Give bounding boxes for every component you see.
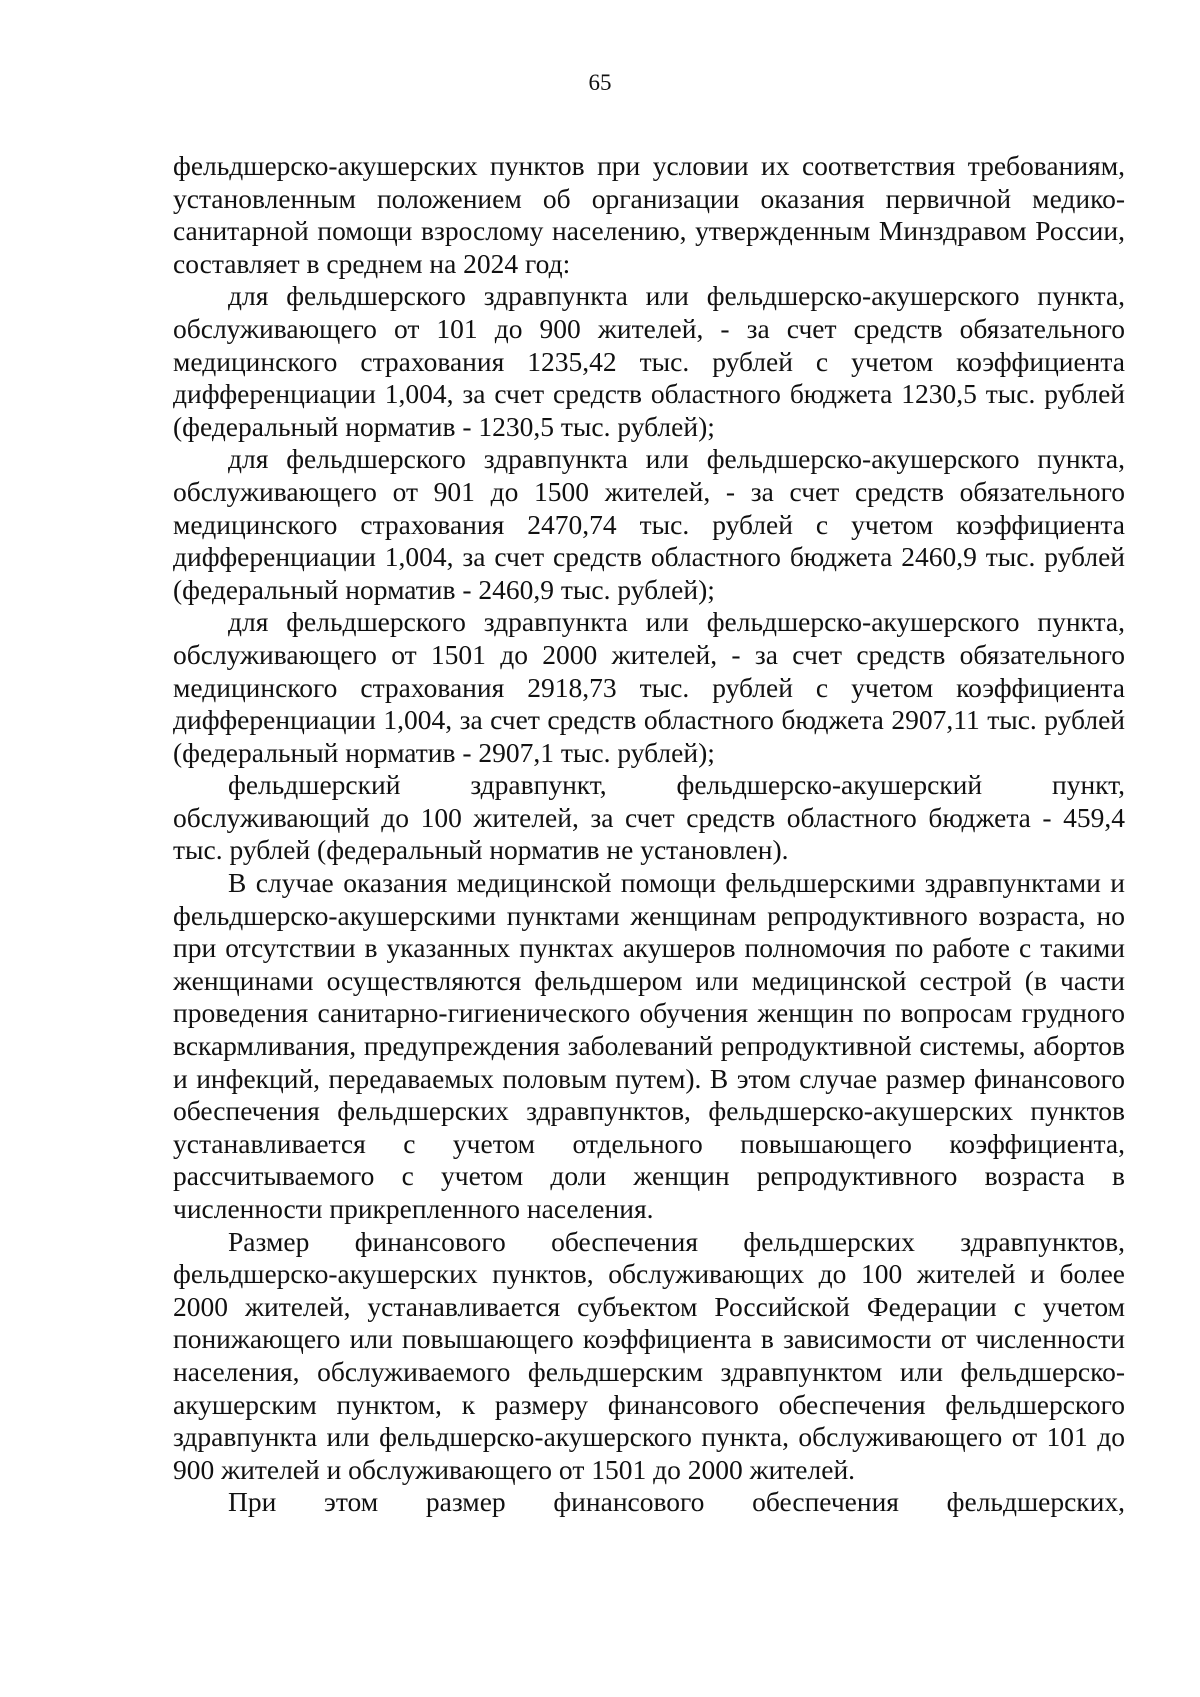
paragraph-continuation: фельдшерско-акушерских пунктов при условии их соответствия требованиям, установленным положением об организации оказания первичной медико-санитарной помощи взрослому населению, утвержденным Минздравом России, составляет в среднем на 2024 год: [173, 150, 1125, 279]
paragraph-fap-up-to-100: фельдшерский здравпункт, фельдшерско-акушерский пункт, обслуживающий до 100 жителей, за счет средств областного бюджета - 459,4 тыс. рублей (федеральный норматив не установлен). [173, 769, 1125, 866]
document-body [173, 150, 1125, 1519]
paragraph-fap-1501-2000: для фельдшерского здравпункта или фельдшерско-акушерского пункта, обслуживающего от 1501 до 2000 жителей, - за счет средств обязательного медицинского страхования 2918,73 тыс. рублей с учетом коэффициента дифференциации 1,004, за счет средств областного бюджета 2907,11 тыс. рублей (федеральный норматив - 2907,1 тыс. рублей); [173, 606, 1125, 768]
paragraph-fap-101-900: для фельдшерского здравпункта или фельдшерско-акушерского пункта, обслуживающего от 101 до 900 жителей, - за счет средств обязательного медицинского страхования 1235,42 тыс. рублей с учетом коэффициента дифференциации 1,004, за счет средств областного бюджета 1230,5 тыс. рублей (федеральный норматив - 1230,5 тыс. рублей); [173, 280, 1125, 442]
page-number: 65 [588, 70, 612, 95]
paragraph-financing-size: Размер финансового обеспечения фельдшерских здравпунктов, фельдшерско-акушерских пунктов, обслуживающих до 100 жителей и более 2000 жителей, устанавливается субъектом Российской Федерации с учетом понижающего или повышающего коэффициента в зависимости от численности населения, обслуживаемого фельдшерским здравпунктом или фельдшерско-акушерским пунктом, к размеру финансового обеспечения фельдшерского здравпункта или фельдшерско-акушерского пункта, обслуживающего от 101 до 900 жителей и обслуживающего от 1501 до 2000 жителей. [173, 1225, 1125, 1485]
paragraph-last: При этом размер финансового обеспечения фельдшерских, [228, 1486, 1125, 1518]
paragraph-reproductive-age: В случае оказания медицинской помощи фельдшерскими здравпунктами и фельдшерско-акушерскими пунктами женщинам репродуктивного возраста, но при отсутствии в указанных пунктах акушеров полномочия по работе с такими женщинами осуществляются фельдшером или медицинской сестрой (в части проведения санитарно-гигиенического обучения женщин по вопросам грудного вскармливания, предупреждения заболеваний репродуктивной системы, абортов и инфекций, передаваемых половым путем). В этом случае размер финансового обеспечения фельдшерских здравпунктов, фельдшерско-акушерских пунктов устанавливается с учетом отдельного повышающего коэффициента, рассчитываемого с учетом доли женщин репродуктивного возраста в численности прикрепленного населения. [173, 867, 1125, 1224]
paragraph-fap-901-1500: для фельдшерского здравпункта или фельдшерско-акушерского пункта, обслуживающего от 901 до 1500 жителей, - за счет средств обязательного медицинского страхования 2470,74 тыс. рублей с учетом коэффициента дифференциации 1,004, за счет средств областного бюджета 2460,9 тыс. рублей (федеральный норматив - 2460,9 тыс. рублей); [173, 443, 1125, 605]
